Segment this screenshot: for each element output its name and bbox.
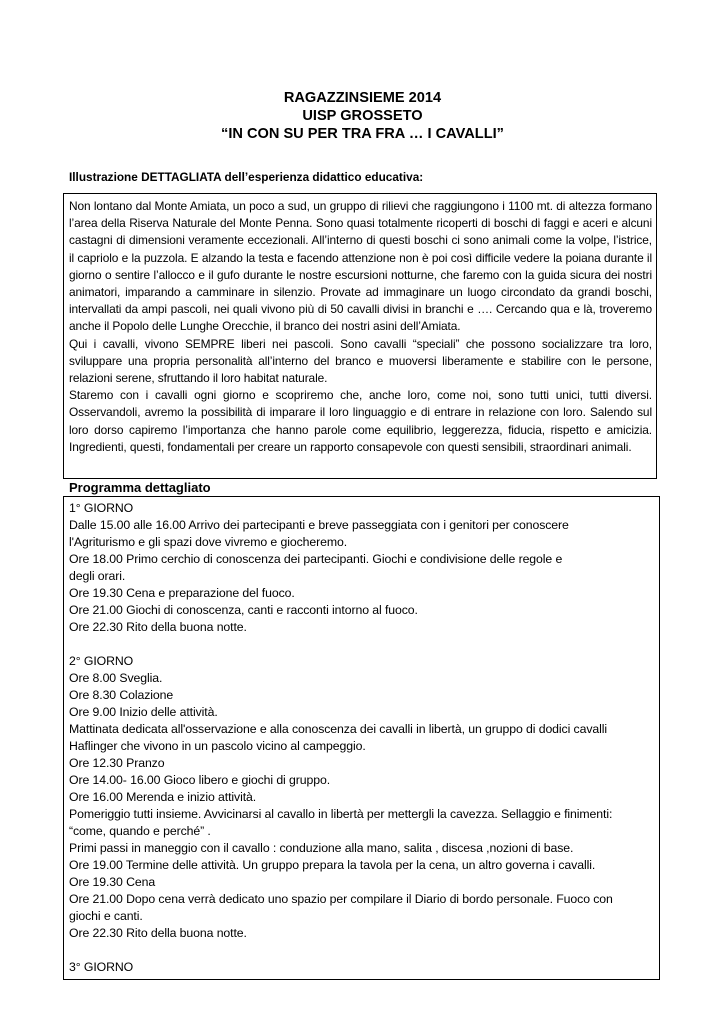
program-line: Dalle 15.00 alle 16.00 Arrivo dei partecipanti e breve passeggiata con i genitori per conoscere (69, 518, 569, 532)
description-paragraph: Non lontano dal Monte Amiata, un poco a sud, un gruppo di rilievi che raggiungono i 1100 mt. di altezza formano l’area della Riserva Naturale del Monte Penna. Sono quasi totalmente ricoperti di boschi di faggi e aceri e alcuni castagni di dimensioni veramente eccezionali. All’interno di questi boschi ci sono animali come la volpe, l’istrice, il capriolo e la puzzola. E alzando la testa e facendo attenzione non è poi così difficile vedere la poiana durante il giorno o sentire l’allocco e il gufo durante le nostre escursioni notturne, che faremo con la guida sicura dei nostri animatori, imparando a camminare in silenzio. Provate ad immaginare un luogo circondato da grandi boschi, intervallati da ampi pascoli, nei quali vivono più di 50 cavalli divisi in branchi e …. Cercando qua e là, troveremo anche il Popolo delle Lunghe Orecchie, il branco dei nostri asini dell’Amiata. (69, 199, 652, 334)
description-paragraph: Staremo con i cavalli ogni giorno e scopriremo che, anche loro, come noi, sono tutti unici, tutti diversi. Osservandoli, avremo la possibilità di imparare il loro linguaggio e di entrare in relazione con loro. Salendo sul loro dorso capiremo l’importanza che hanno parole come equilibrio, leggerezza, fiducia, rispetto e amicizia. Ingredienti, questi, fondamentali per creare un rapporto consapevole con questi sensibili, straordinari animali. (69, 388, 652, 454)
program-line: Ore 14.00- 16.00 Gioco libero e giochi di gruppo. (69, 773, 331, 787)
program-line: degli orari. (69, 569, 126, 583)
program-line (69, 942, 653, 959)
program-line (69, 636, 653, 653)
program-line: Pomeriggio tutti insieme. Avvicinarsi al cavallo in libertà per mettergli la cavezza. Sellaggio e finimenti: (69, 807, 613, 821)
section-subtitle: Illustrazione DETTAGLIATA dell’esperienza didattico educativa: (69, 170, 424, 184)
program-line: l'Agriturismo e gli spazi dove vivremo e giocheremo. (69, 535, 348, 549)
program-line: 3° GIORNO (69, 960, 134, 974)
program-line: 2° GIORNO (69, 654, 134, 668)
program-line: Ore 16.00 Merenda e inizio attività. (69, 790, 257, 804)
program-line: Mattinata dedicata all'osservazione e alla conoscenza dei cavalli in libertà, un gruppo di dodici cavalli (69, 722, 608, 736)
program-line: Ore 9.00 Inizio delle attività. (69, 705, 218, 719)
title-event: RAGAZZINSIEME 2014 (283, 90, 442, 106)
program-line: Ore 18.00 Primo cerchio di conoscenza dei partecipanti. Giochi e condivisione delle regole e (69, 552, 563, 566)
program-title: Programma dettagliato (69, 480, 211, 495)
program-line: Primi passi in maneggio con il cavallo : conduzione alla mano, salita , discesa ,nozioni di base. (69, 841, 574, 855)
title-organization: UISP GROSSETO (302, 108, 423, 124)
description-paragraph: Qui i cavalli, vivono SEMPRE liberi nei pascoli. Sono cavalli “speciali” che possono socializzare tra loro, sviluppare una propria personalità all’interno del branco e muoversi liberamente e stabilire con le persone, relazioni serene, sfruttando il loro habitat naturale. (69, 336, 652, 386)
document-header (0, 89, 725, 143)
program-line: Ore 22.30 Rito della buona notte. (69, 926, 247, 940)
program-line: Ore 8.30 Colazione (69, 688, 174, 702)
program-line: Ore 19.00 Termine delle attività. Un gruppo prepara la tavola per la cena, un altro governa i cavalli. (69, 858, 596, 872)
program-box (63, 496, 660, 980)
program-line: “come, quando e perché” . (69, 824, 211, 838)
program-line: giochi e canti. (69, 909, 143, 923)
program-line: Haflinger che vivono in un pascolo vicino al campeggio. (69, 739, 366, 753)
program-line: 1° GIORNO (69, 501, 134, 515)
title-theme: “IN CON SU PER TRA FRA … I CAVALLI” (221, 126, 504, 142)
program-line: Ore 19.30 Cena e preparazione del fuoco. (69, 586, 295, 600)
program-line: Ore 22.30 Rito della buona notte. (69, 620, 247, 634)
program-line: Ore 21.00 Dopo cena verrà dedicato uno spazio per compilare il Diario di bordo personale. Fuoco con (69, 892, 613, 906)
program-line: Ore 21.00 Giochi di conoscenza, canti e racconti intorno al fuoco. (69, 603, 418, 617)
program-line: Ore 12.30 Pranzo (69, 756, 165, 770)
program-line: Ore 8.00 Sveglia. (69, 671, 163, 685)
program-line: Ore 19.30 Cena (69, 875, 156, 889)
description-box (63, 193, 657, 479)
